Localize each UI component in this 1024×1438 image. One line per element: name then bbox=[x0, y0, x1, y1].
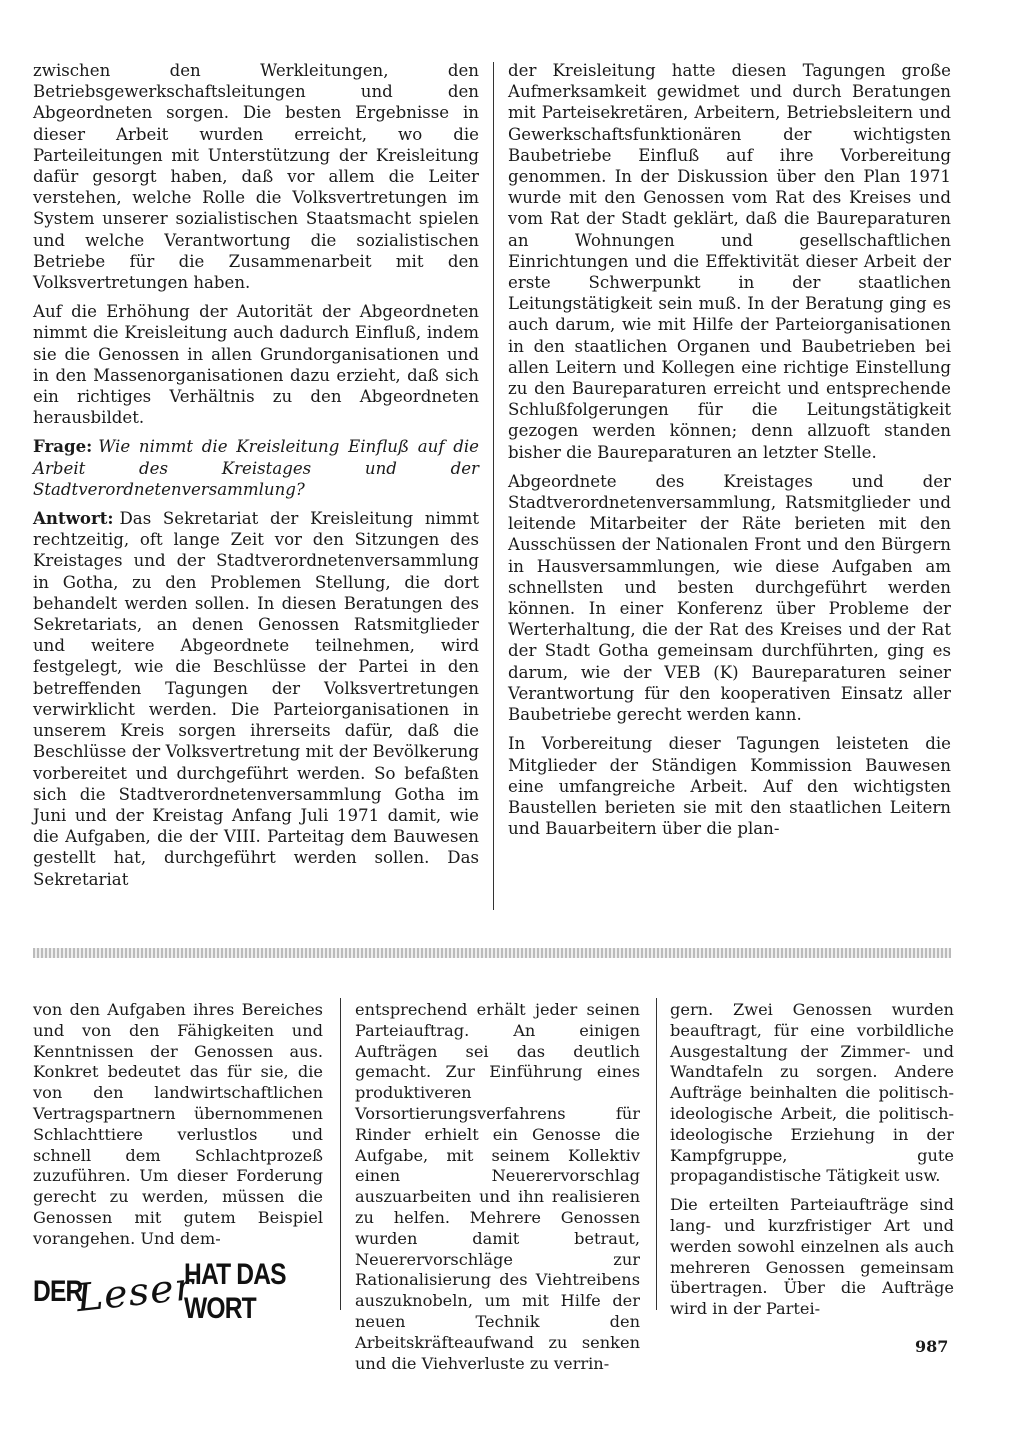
paragraph: zwischen den Werkleitungen, den Betriebsgewerkschaftsleitungen und den Abgeordneten sorgen. Die besten Ergebnisse in dieser Arbeit wurden erreicht, wo die Parteileitungen mit Unterstützung der Kreisleitung dafür gesorgt haben, daß vor allem die Leiter verstehen, welche Rolle die Volksvertretungen im System unserer sozialistischen Staatsmacht spielen und welche Verantwortung die sozialistischen Betriebe für die Zusammenarbeit mit den Volksvertretungen haben. bbox=[33, 61, 479, 293]
paragraph: gern. Zwei Genossen wurden beauftragt, für eine vorbildliche Ausgestaltung der Zimmer- und Wandtafeln zu sorgen. Andere Aufträge beinhalten die politisch-ideologische Arbeit, die politisch-ideologische Erziehung in der Kampfgruppe, gute propagandistische Tätigkeit usw. bbox=[670, 1000, 954, 1186]
answer-label: Antwort: bbox=[33, 508, 114, 529]
top-right-column bbox=[508, 60, 951, 839]
question bbox=[33, 436, 479, 500]
section-divider bbox=[33, 948, 951, 958]
paragraph: von den Aufgaben ihres Bereiches und von den Fähigkeiten und Kenntnissen der Genossen aus. Konkret bedeutet das für sie, die von den landwirtschaftlichen Vertragspartnern übernommenen Schlachttiere verlustlos und schnell dem Schlachtprozeß zuzuführen. Um dieser Forderung gerecht zu werden, müssen die Genossen mit gutem Beispiel vorangehen. Und dem- bbox=[33, 1000, 323, 1248]
page-number: 987 bbox=[915, 1337, 949, 1356]
bottom-column-2 bbox=[355, 1000, 640, 1374]
paragraph: der Kreisleitung hatte diesen Tagungen große Aufmerksamkeit gewidmet und durch Beratungen mit Parteisekretären, Arbeitern, Betriebsleitern und Gewerkschaftsfunktionären der wichtigsten Baubetriebe Einfluß auf ihre Vorbereitung genommen. In der Diskussion über den Plan 1971 wurde mit den Genossen vom Rat des Kreises und vom Rat der Stadt geklärt, daß die Baureparaturen an Wohnungen und gesellschaftlichen Einrichtungen und die Effektivität dieser Arbeit der erste Schwerpunkt in der staatlichen Leitungstätigkeit sein muß. In der Beratung ging es auch darum, wie mit Hilfe der Parteiorganisationen in den staatlichen Organen und Baubetrieben bei allen Leitern und Kollegen eine richtige Einstellung zu den Baureparaturen erreicht und entsprechende Schlußfolgerungen für die Leitungstätigkeit gezogen werden können; denn allzuoft standen bisher die Baureparaturen an letzter Stelle. bbox=[508, 61, 951, 462]
logo-word-hat-das-wort: HAT DAS WORT bbox=[184, 1258, 287, 1325]
section-logo bbox=[33, 1258, 323, 1325]
bottom-column-3 bbox=[670, 1000, 954, 1320]
paragraph: Die erteilten Parteiaufträge sind lang- und kurzfristiger Art und werden sowohl einzelnen als auch mehreren Genossen gemeinsam übertragen. Über die Aufträge wird in der Partei- bbox=[670, 1195, 954, 1319]
paragraph: Abgeordnete des Kreistages und der Stadtverordnetenversammlung, Ratsmitglieder und leitende Mitarbeiter der Räte berieten mit den Ausschüssen der Nationalen Front und den Bürgern in Hausversammlungen, wie diese Aufgaben am schnellsten und besten durchgeführt werden können. In einer Konferenz über Probleme der Werterhaltung, die der Rat des Kreises und der Rat der Stadt Gotha gemeinsam durchführten, ging es darum, wie der VEB (K) Baureparaturen seiner Verantwortung für den kooperativen Einsatz aller Baubetriebe gerecht werden kann. bbox=[508, 471, 951, 725]
logo-word-der: DER bbox=[33, 1275, 83, 1308]
answer bbox=[33, 508, 479, 890]
column-divider bbox=[656, 998, 657, 1310]
column-divider bbox=[340, 998, 341, 1310]
top-left-column bbox=[33, 60, 479, 890]
question-text: Wie nimmt die Kreisleitung Einfluß auf die Arbeit des Kreistages und der Stadtverordnetenversammlung? bbox=[33, 437, 479, 499]
column-divider bbox=[493, 62, 494, 910]
answer-text: Das Sekretariat der Kreisleitung nimmt rechtzeitig, oft lange Zeit vor den Sitzungen des Kreistages und der Stadtverordnetenversammlung in Gotha, zu den Problemen Stellung, die dort behandelt werden sollen. In diesen Beratungen des Sekretariats, an denen Genossen Ratsmitglieder und weitere Abgeordnete teilnehmen, wird festgelegt, wie die Beschlüsse der Partei in den betreffenden Tagungen der Volksvertretungen verwirklicht werden. Die Parteiorganisationen in unserem Kreis sorgen ihrerseits dafür, daß die Beschlüsse der Volksvertretung mit der Bevölkerung vorbereitet und durchgeführt werden. So befaßten sich die Stadtverordnetenversammlung Gotha im Juni und der Kreistag Anfang Juli 1971 damit, wie die Aufgaben, die der VIII. Parteitag dem Bauwesen gestellt hat, durchgeführt werden sollen. Das Sekretariat bbox=[33, 509, 479, 889]
question-label: Frage: bbox=[33, 436, 93, 457]
logo-word-leser: Leser bbox=[74, 1263, 198, 1321]
paragraph: Auf die Erhöhung der Autorität der Abgeordneten nimmt die Kreisleitung auch dadurch Einfluß, indem sie die Genossen in allen Grundorganisationen und in den Massenorganisationen dazu erzieht, daß sich ein richtiges Verhältnis zu den Abgeordneten herausbildet. bbox=[33, 302, 479, 428]
bottom-column-1 bbox=[33, 1000, 323, 1250]
paragraph: entsprechend erhält jeder seinen Parteiauftrag. An einigen Aufträgen sei das deutlich gemacht. Zur Einführung eines produktiveren Vorsortierungsverfahrens für Rinder erhielt ein Genosse die Aufgabe, mit seinem Kollektiv einen Neuerervorschlag auszuarbeiten und ihn realisieren zu helfen. Mehrere Genossen wurden damit betraut, Neuerervorschläge zur Rationalisierung des Viehtreibens auszuknobeln, um mit Hilfe der neuen Technik den Arbeitskräfteaufwand zu senken und die Viehverluste zu verrin- bbox=[355, 1000, 640, 1373]
paragraph: In Vorbereitung dieser Tagungen leisteten die Mitglieder der Ständigen Kommission Bauwesen eine umfangreiche Arbeit. Auf den wichtigsten Baustellen berieten sie mit den staatlichen Leitern und Bauarbeitern über die plan- bbox=[508, 734, 951, 839]
